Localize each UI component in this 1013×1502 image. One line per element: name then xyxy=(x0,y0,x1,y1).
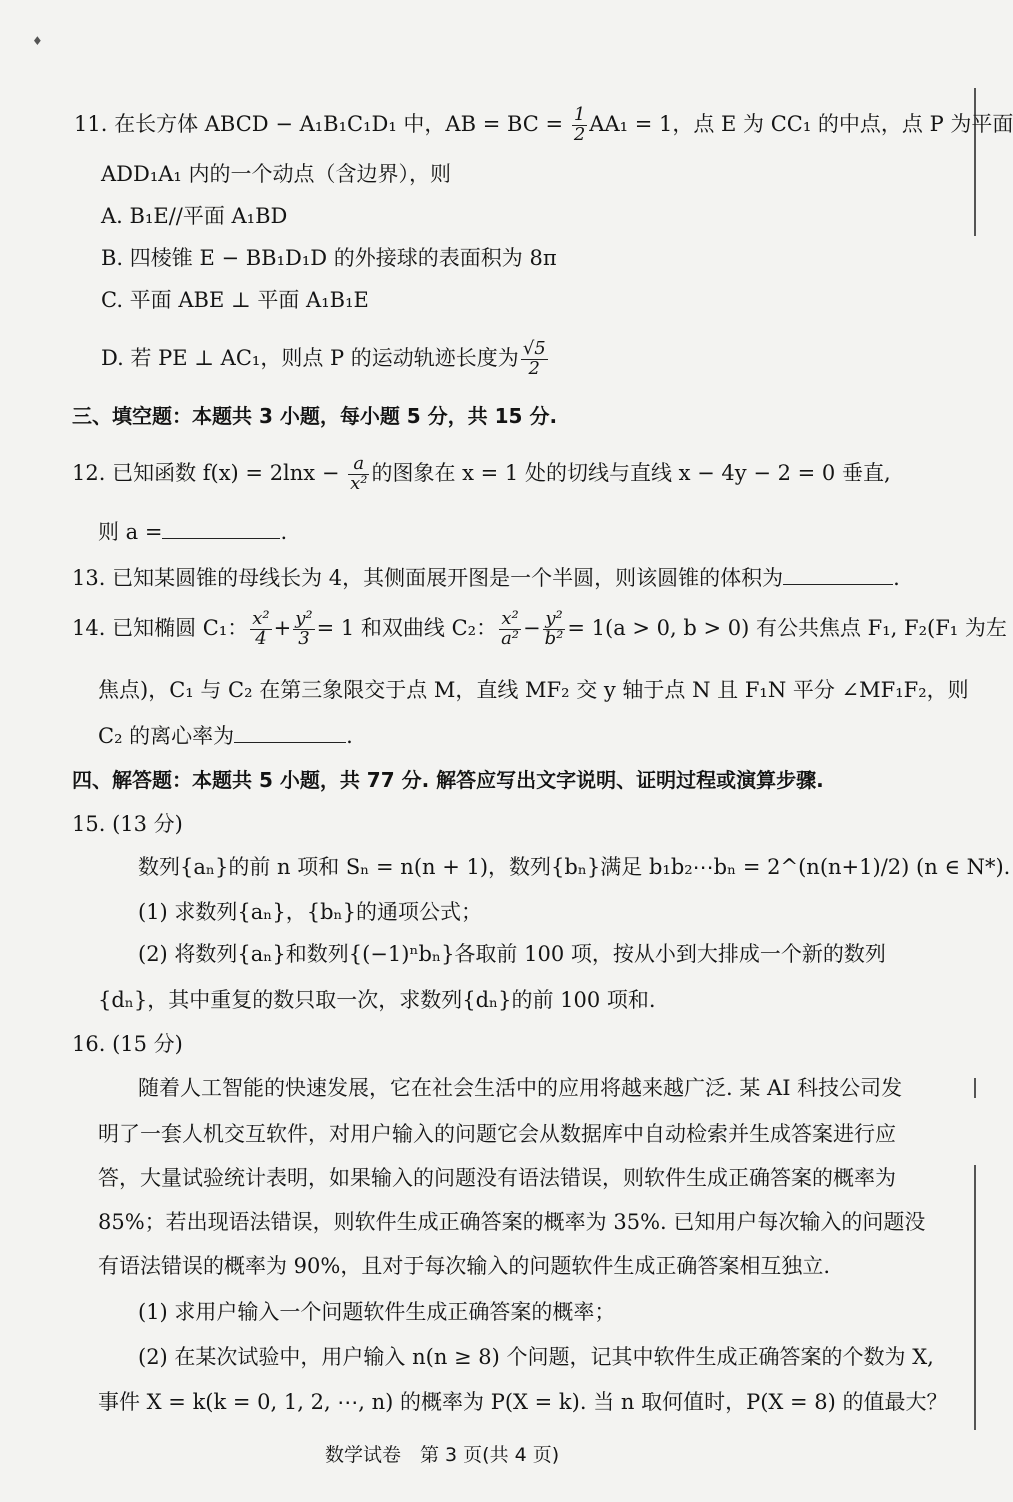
question-16-paragraph-line-1: 随着人工智能的快速发展，它在社会生活中的应用将越来越广泛. 某 AI 科技公司发 xyxy=(138,1076,903,1100)
question-16-part-2: (2) 在某次试验中，用户输入 n(n ≥ 8) 个问题，记其中软件生成正确答案的个数为 X, xyxy=(138,1345,934,1369)
question-16-part-2-cont: 事件 X = k(k = 0, 1, 2, ⋯, n) 的概率为 P(X = k). 当 n 取何值时，P(X = 8) 的值最大？ xyxy=(98,1390,948,1414)
question-16-header: 16. (15 分) xyxy=(72,1032,183,1056)
question-16-paragraph-line-4: 85%；若出现语法错误，则软件生成正确答案的概率为 35%. 已知用户每次输入的问题没 xyxy=(98,1210,926,1234)
section-3-heading: 三、填空题：本题共 3 小题，每小题 5 分，共 15 分. xyxy=(72,404,558,428)
question-16-part-1: (1) 求用户输入一个问题软件生成正确答案的概率； xyxy=(138,1300,616,1324)
fraction-x2-over-a2: $\frac{\text{x²}}{\text{a²}}$ xyxy=(501,608,520,649)
question-15-stem: 数列{aₙ}的前 n 项和 Sₙ = n(n + 1)，数列{bₙ}满足 b₁b₂⋯bₙ = 2^(n(n+1)/2) (n ∈ N*). xyxy=(138,855,1011,879)
question-16-paragraph-line-2: 明了一套人机交互软件，对用户输入的问题它会从数据库中自动检索并生成答案进行应 xyxy=(98,1122,896,1146)
question-15-part-1: (1) 求数列{aₙ}，{bₙ}的通项公式； xyxy=(138,900,482,924)
right-margin-tick xyxy=(974,1078,976,1098)
right-margin-line-bottom xyxy=(974,1165,976,1430)
question-16-paragraph-line-5: 有语法错误的概率为 90%，且对于每次输入的问题软件生成正确答案相互独立. xyxy=(98,1254,831,1278)
question-11-stem: 11. 在长方体 ABCD − A₁B₁C₁D₁ 中，AB = BC = $\frac{1}{2}$ AA₁ = 1，点 E 为 CC₁ 的中点，点 P 为平面 xyxy=(74,104,1013,145)
fraction-sqrt5-over-2: $\frac{√5}{2}$ xyxy=(522,338,546,379)
question-12-answer-line: 则 a = . xyxy=(98,520,288,544)
question-11-option-c: C. 平面 ABE ⊥ 平面 A₁B₁E xyxy=(101,288,369,312)
question-15-header: 15. (13 分) xyxy=(72,812,183,836)
fraction-one-half: $\frac{1}{2}$ xyxy=(573,104,586,145)
question-15-part-2: (2) 将数列{aₙ}和数列{(−1)ⁿbₙ}各取前 100 项，按从小到大排成一个新的数列 xyxy=(138,942,886,966)
question-12-stem: 12. 已知函数 f(x) = 2lnx − $\frac{a}{\text{x²}}$ 的图象在 x = 1 处的切线与直线 x − 4y − 2 = 0 垂直, xyxy=(72,453,891,494)
fraction-y2-over-3: $\frac{\text{y²}}{3}$ xyxy=(295,608,313,649)
section-4-heading: 四、解答题：本题共 5 小题，共 77 分. 解答应写出文字说明、证明过程或演算步骤. xyxy=(72,768,824,792)
page-footer: 数学试卷 第 3 页(共 4 页) xyxy=(325,1444,560,1466)
question-14-line2: 焦点)，C₁ 与 C₂ 在第三象限交于点 M，直线 MF₂ 交 y 轴于点 N 且 F₁N 平分 ∠MF₁F₂，则 xyxy=(98,678,969,702)
answer-blank-12[interactable] xyxy=(162,520,280,539)
question-11-option-a: A. B₁E//平面 A₁BD xyxy=(101,204,288,228)
answer-blank-13[interactable] xyxy=(783,566,893,585)
question-11-option-b: B. 四棱锥 E − BB₁D₁D 的外接球的表面积为 8π xyxy=(101,246,557,270)
question-11-stem-line2: ADD₁A₁ 内的一个动点（含边界），则 xyxy=(101,162,452,186)
fraction-a-over-x2: $\frac{a}{\text{x²}}$ xyxy=(350,453,368,494)
question-15-part-2-cont: {dₙ}，其中重复的数只取一次，求数列{dₙ}的前 100 项和. xyxy=(98,988,656,1012)
fraction-y2-over-b2: $\frac{\text{y²}}{\text{b²}}$ xyxy=(544,608,564,649)
question-13-stem: 13. 已知某圆锥的母线长为 4，其侧面展开图是一个半圆，则该圆锥的体积为 . xyxy=(72,566,900,590)
answer-blank-14[interactable] xyxy=(234,724,346,743)
question-16-paragraph-line-3: 答，大量试验统计表明，如果输入的问题没有语法错误，则软件生成正确答案的概率为 xyxy=(98,1166,896,1190)
question-14-stem: 14. 已知椭圆 C₁： $\frac{\text{x²}}{4}$ + $\frac{\text{y²}}{3}$ = 1 和双曲线 C₂： $\frac{\text{x²}}{\text{a²}}$ − $\frac{\text{y²}}{\text{b²}}$ = 1(a > 0, b > 0) 有公共焦点 F₁, F₂(F₁ 为左 xyxy=(72,608,1007,649)
fraction-x2-over-4: $\frac{\text{x²}}{4}$ xyxy=(252,608,270,649)
corner-mark: ♦ xyxy=(32,34,43,48)
question-11-option-d: D. 若 PE ⊥ AC₁，则点 P 的运动轨迹长度为 $\frac{√5}{2}$ xyxy=(101,338,546,379)
question-14-line3: C₂ 的离心率为 . xyxy=(98,724,353,748)
